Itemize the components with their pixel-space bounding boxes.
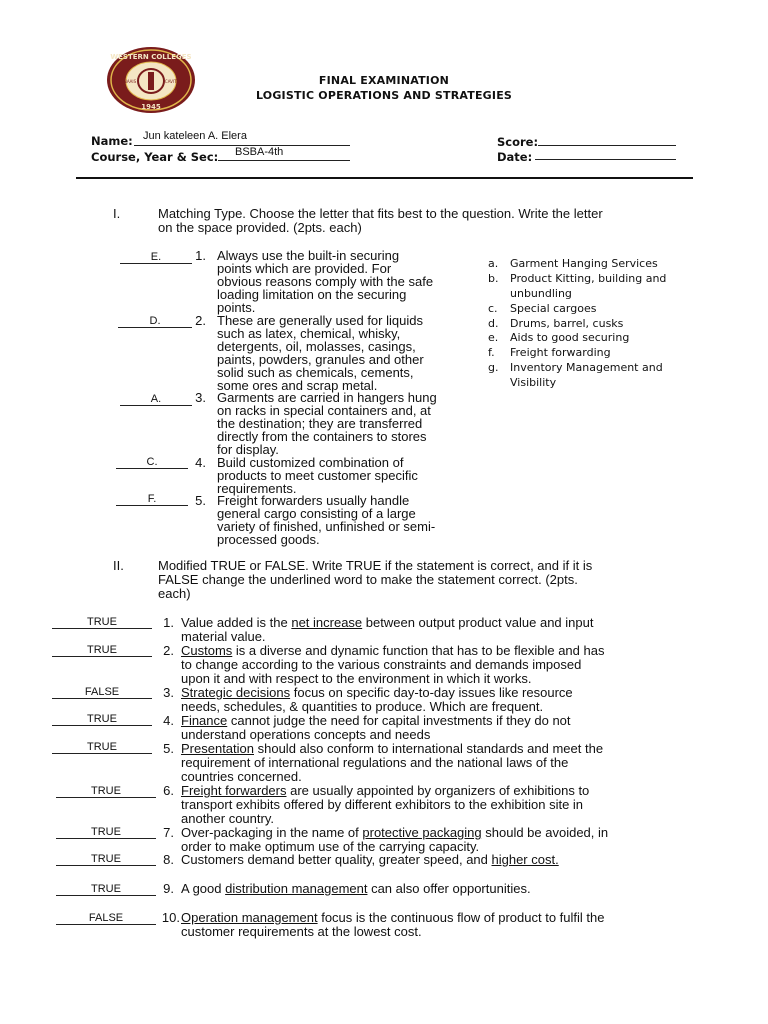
choice-a-letter: a.: [488, 257, 499, 270]
part1-q5-line4: processed goods.: [217, 532, 320, 547]
tf-num-10: 10.: [161, 910, 180, 925]
course-line: [218, 160, 350, 161]
part1-q3-line5: for display.: [217, 442, 279, 457]
part1-num-4: 4.: [195, 455, 206, 470]
tf-underlined-1: net increase: [291, 615, 363, 630]
tf-answer-3[interactable]: FALSE: [52, 687, 152, 699]
tf-num-6: 6.: [163, 783, 174, 798]
part1-q2-line6: some ores and scrap metal.: [217, 378, 378, 393]
tf-underlined-10: Operation management: [181, 910, 318, 925]
part1-q5-line3: variety of finished, unfinished or semi-: [217, 519, 436, 534]
exam-title: FINAL EXAMINATION: [318, 74, 450, 87]
part1-q5-line2: general cargo consisting of a large: [217, 506, 416, 521]
tf-num-7: 7.: [163, 825, 174, 840]
part1-q4-line1: Build customized combination of: [217, 455, 404, 470]
part1-q1-line3: obvious reasons comply with the safe: [217, 274, 434, 289]
part1-answer-4[interactable]: C.: [116, 457, 188, 469]
tf-answer-1[interactable]: TRUE: [52, 617, 152, 629]
svg-text:WESTERN COLLEGES: WESTERN COLLEGES: [110, 53, 192, 61]
part1-instruction-line2: on the space provided. (2pts. each): [158, 220, 362, 235]
tf-statement-7: Over-packaging in the name of protective packaging should be avoided, in: [181, 825, 609, 840]
tf-answer-7[interactable]: TRUE: [56, 827, 156, 839]
part1-q1-line4: loading limitation on the securing: [217, 287, 407, 302]
tf-statement-6-line3: another country.: [181, 811, 274, 826]
tf-num-4: 4.: [163, 713, 174, 728]
choice-a-text: Garment Hanging Services: [510, 257, 658, 270]
choice-b-letter: b.: [488, 272, 499, 285]
tf-statement-3: Strategic decisions focus on specific day-to-day issues like resource: [181, 685, 573, 700]
tf-underlined-3: Strategic decisions: [181, 685, 291, 700]
part1-q2-line2: such as latex, chemical, whisky,: [217, 326, 401, 341]
part1-q3-line4: directly from the containers to stores: [217, 429, 427, 444]
choice-b-text-line2: unbundling: [510, 287, 572, 300]
part1-answer-2[interactable]: D.: [118, 316, 192, 328]
choice-c-text: Special cargoes: [510, 302, 597, 315]
score-label: Score:: [497, 135, 539, 149]
part1-q1-line1: Always use the built-in securing: [217, 248, 400, 263]
part1-q3-line1: Garments are carried in hangers hung: [217, 390, 437, 405]
choice-b-text-line1: Product Kitting, building and: [510, 272, 667, 285]
part1-q3-line3: the destination; they are transferred: [217, 416, 423, 431]
tf-answer-4[interactable]: TRUE: [52, 714, 152, 726]
exam-subject: LOGISTIC OPERATIONS AND STRATEGIES: [255, 89, 513, 102]
tf-statement-7-line2: order to make optimum use of the carrying capacity.: [181, 839, 480, 854]
svg-text:CAVITE: CAVITE: [164, 79, 180, 84]
tf-num-2: 2.: [163, 643, 174, 658]
choice-c-letter: c.: [488, 302, 498, 315]
part1-q2-line5: solid such as chemicals, cements,: [217, 365, 414, 380]
course-label: Course, Year & Sec:: [91, 150, 219, 164]
header-divider: [76, 177, 693, 179]
tf-statement-4: Finance cannot judge the need for capital investments if they do not: [181, 713, 571, 728]
date-label: Date:: [497, 150, 533, 164]
tf-statement-9: A good distribution management can also offer opportunities.: [181, 881, 531, 896]
part1-answer-5[interactable]: F.: [116, 494, 188, 506]
tf-num-1: 1.: [163, 615, 174, 630]
part1-q3-line2: on racks in special containers and, at: [217, 403, 431, 418]
choice-d-text: Drums, barrel, cusks: [510, 317, 624, 330]
tf-answer-8[interactable]: TRUE: [56, 854, 156, 866]
choice-f-text: Freight forwarding: [510, 346, 611, 359]
tf-answer-2[interactable]: TRUE: [52, 645, 152, 657]
choice-d-letter: d.: [488, 317, 499, 330]
tf-statement-6: Freight forwarders are usually appointed by organizers of exhibitions to: [181, 783, 590, 798]
name-value[interactable]: Jun kateleen A. Elera: [143, 130, 247, 142]
part1-num-2: 2.: [195, 313, 206, 328]
part1-q1-line5: points.: [217, 300, 256, 315]
tf-num-9: 9.: [163, 881, 174, 896]
tf-statement-1: Value added is the net increase between output product value and input: [181, 615, 594, 630]
part1-answer-1[interactable]: E.: [120, 252, 192, 264]
part1-numeral: I.: [113, 206, 121, 221]
part1-q5-line1: Freight forwarders usually handle: [217, 493, 410, 508]
choice-e-letter: e.: [488, 331, 499, 344]
tf-statement-5: Presentation should also conform to international standards and meet the: [181, 741, 604, 756]
choice-e-text: Aids to good securing: [510, 331, 630, 344]
tf-statement-2-line2: to change according to the various constraints and demands imposed: [181, 657, 582, 672]
tf-statement-6-line2: transport exhibits offered by different exhibitors to the exhibition site in: [181, 797, 584, 812]
tf-underlined-2: Customs: [181, 643, 233, 658]
tf-underlined-7: protective packaging: [362, 825, 482, 840]
choice-f-letter: f.: [488, 346, 495, 359]
part1-q4-line2: products to meet customer specific: [217, 468, 418, 483]
part1-num-3: 3.: [195, 390, 206, 405]
part1-q4-line3: requirements.: [217, 481, 297, 496]
tf-answer-6[interactable]: TRUE: [56, 786, 156, 798]
course-value[interactable]: BSBA-4th: [235, 146, 284, 158]
part1-instruction-line1: Matching Type. Choose the letter that fits best to the question. Write the letter: [158, 206, 603, 221]
choice-g-text-line2: Visibility: [510, 376, 557, 389]
tf-answer-5[interactable]: TRUE: [52, 742, 152, 754]
part2-instruction-line1: Modified TRUE or FALSE. Write TRUE if the statement is correct, and if it is: [158, 558, 593, 573]
tf-statement-4-line2: understand operations concepts and needs: [181, 727, 431, 742]
choice-g-text-line1: Inventory Management and: [510, 361, 663, 374]
svg-text:NAAIS: NAAIS: [123, 79, 137, 84]
tf-statement-2-line3: upon it and with respect to the environment in which it works.: [181, 671, 532, 686]
tf-statement-10: Operation management focus is the continuous flow of product to fulfil the: [181, 910, 605, 925]
tf-statement-5-line3: countries concerned.: [181, 769, 302, 784]
tf-underlined-9: distribution management: [225, 881, 368, 896]
tf-statement-10-line2: customer requirements at the lowest cost.: [181, 924, 422, 939]
tf-underlined-5: Presentation: [181, 741, 254, 756]
tf-statement-5-line2: requirement of international regulations and the national laws of the: [181, 755, 569, 770]
tf-statement-8: Customers demand better quality, greater speed, and higher cost.: [181, 852, 559, 867]
part1-answer-3[interactable]: A.: [120, 394, 192, 406]
tf-num-8: 8.: [163, 852, 174, 867]
svg-text:1945: 1945: [141, 103, 161, 111]
part1-q1-line2: points which are provided. For: [217, 261, 392, 276]
tf-statement-3-line2: needs, schedules, & quantities to produce. Which are frequent.: [181, 699, 544, 714]
choice-g-letter: g.: [488, 361, 499, 374]
date-line[interactable]: [535, 159, 676, 160]
tf-underlined-6: Freight forwarders: [181, 783, 287, 798]
part1-q2-line3: detergents, oil, molasses, casings,: [217, 339, 416, 354]
part1-num-5: 5.: [195, 493, 206, 508]
part2-numeral: II.: [113, 558, 124, 573]
part1-num-1: 1.: [195, 248, 206, 263]
name-label: Name:: [91, 134, 133, 148]
tf-answer-9[interactable]: TRUE: [56, 884, 156, 896]
tf-statement-2: Customs is a diverse and dynamic function that has to be flexible and has: [181, 643, 605, 658]
tf-num-3: 3.: [163, 685, 174, 700]
tf-underlined-8: higher cost.: [491, 852, 559, 867]
part1-q2-line4: paints, powders, granules and other: [217, 352, 424, 367]
part2-instruction-line2: FALSE change the underlined word to make the statement correct. (2pts.: [158, 572, 578, 587]
score-line[interactable]: [538, 145, 676, 146]
tf-underlined-4: Finance: [181, 713, 228, 728]
tf-answer-10[interactable]: FALSE: [56, 913, 156, 925]
tf-statement-1-line2: material value.: [181, 629, 266, 644]
part2-instruction-line3: each): [158, 586, 191, 601]
tf-num-5: 5.: [163, 741, 174, 756]
part1-q2-line1: These are generally used for liquids: [217, 313, 423, 328]
